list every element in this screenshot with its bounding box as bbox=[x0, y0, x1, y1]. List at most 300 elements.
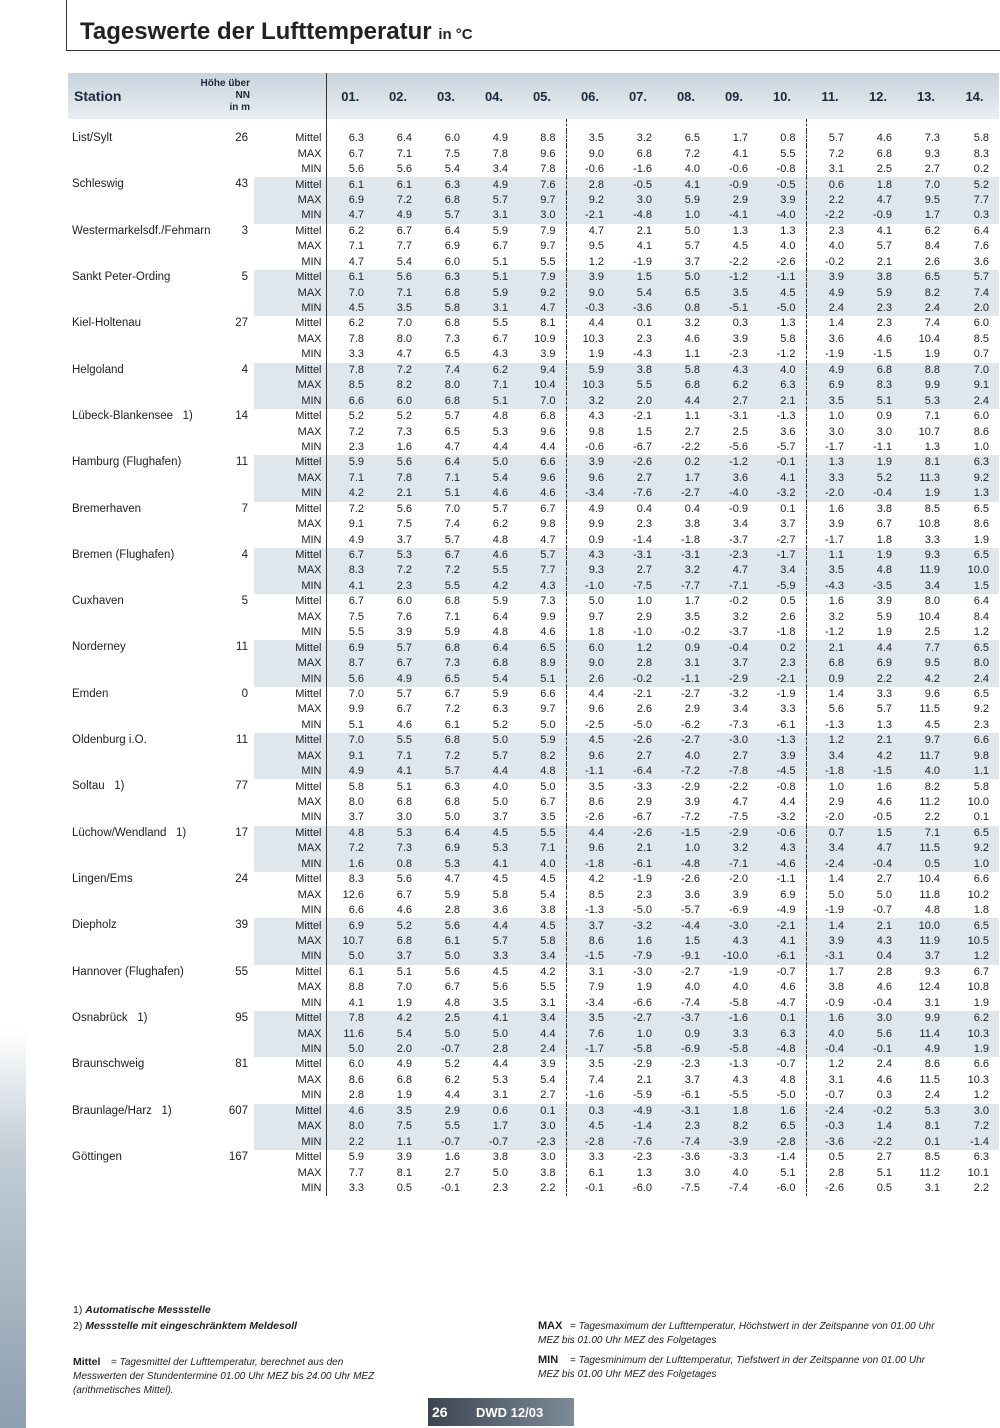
value-cell: 7.9 bbox=[518, 224, 566, 239]
value-cell: -3.2 bbox=[758, 810, 806, 825]
value-cell: -3.7 bbox=[729, 533, 748, 546]
value-cell: 10.5 bbox=[950, 934, 999, 949]
value-cell: 1.5 bbox=[614, 270, 662, 285]
value-cell: -1.1 bbox=[758, 270, 806, 285]
value-cell: -0.5 bbox=[758, 177, 806, 192]
value-cell: 6.7 bbox=[973, 965, 989, 978]
value-cell: 2.4 bbox=[950, 671, 999, 686]
value-cell: 5.3 bbox=[902, 1104, 950, 1119]
value-cell: 8.6 bbox=[348, 1073, 364, 1086]
value-cell: 6.1 bbox=[422, 934, 470, 949]
row-type-label: MIN bbox=[254, 949, 326, 964]
value-cell: 10.9 bbox=[518, 332, 566, 347]
value-cell: -1.3 bbox=[758, 409, 806, 424]
table-row bbox=[68, 872, 999, 887]
value-cell: 9.8 bbox=[950, 749, 999, 764]
value-cell: 1.3 bbox=[732, 224, 748, 237]
value-cell: 9.4 bbox=[518, 363, 566, 378]
value-cell: 7.0 bbox=[326, 733, 374, 748]
value-cell: 4.1 bbox=[758, 934, 806, 949]
value-cell: 2.4 bbox=[950, 393, 999, 408]
value-cell: 4.8 bbox=[518, 764, 566, 779]
value-cell: 2.3 bbox=[973, 718, 989, 731]
value-cell: 5.9 bbox=[876, 610, 892, 623]
value-cell: 7.1 bbox=[374, 749, 422, 764]
header-station: Station bbox=[68, 73, 186, 119]
value-cell: 3.6 bbox=[973, 255, 989, 268]
value-cell: 1.1 bbox=[374, 1134, 422, 1149]
value-cell: 4.6 bbox=[876, 1073, 892, 1086]
station-name bbox=[68, 316, 186, 362]
value-cell: -4.0 bbox=[758, 208, 806, 223]
value-cell: 3.2 bbox=[566, 393, 614, 408]
value-cell: 3.9 bbox=[828, 518, 844, 531]
value-cell: -6.7 bbox=[633, 811, 652, 824]
value-cell: 1.6 bbox=[396, 440, 412, 453]
value-cell: 0.6 bbox=[470, 1104, 518, 1119]
value-cell: -5.1 bbox=[710, 301, 758, 316]
table-row bbox=[68, 1011, 999, 1026]
value-cell: 5.6 bbox=[374, 270, 422, 285]
row-type-label: MAX bbox=[254, 1119, 326, 1134]
value-cell: -2.3 bbox=[518, 1134, 566, 1149]
value-cell: 4.7 bbox=[326, 208, 374, 223]
value-cell: 8.3 bbox=[854, 378, 902, 393]
station-name bbox=[68, 363, 186, 409]
value-cell: -0.2 bbox=[854, 1104, 902, 1119]
row-type-label: MAX bbox=[254, 841, 326, 856]
value-cell: -2.2 bbox=[806, 208, 854, 223]
value-cell: -5.9 bbox=[758, 579, 806, 594]
value-cell: 5.3 bbox=[374, 548, 422, 563]
value-cell: -5.5 bbox=[729, 1089, 748, 1102]
value-cell: -3.1 bbox=[806, 949, 854, 964]
value-cell: -2.2 bbox=[854, 1134, 902, 1149]
value-cell: 1.6 bbox=[758, 1104, 806, 1119]
value-cell: 3.5 bbox=[588, 132, 604, 145]
value-cell: 4.2 bbox=[588, 873, 604, 886]
value-cell: 6.1 bbox=[444, 718, 460, 731]
spacer-cell bbox=[518, 119, 566, 131]
header-day: 10. bbox=[758, 73, 806, 119]
value-cell: -5.6 bbox=[729, 440, 748, 453]
page-number: 26 bbox=[432, 1404, 448, 1420]
table-row bbox=[68, 131, 999, 146]
value-cell: 3.5 bbox=[684, 610, 700, 623]
value-cell: 11.5 bbox=[919, 1073, 940, 1086]
station-height: 17 bbox=[235, 826, 248, 839]
value-cell: 5.6 bbox=[396, 502, 412, 515]
value-cell: 11.3 bbox=[902, 471, 950, 486]
value-cell: -2.7 bbox=[681, 965, 700, 978]
value-cell: 10.0 bbox=[967, 796, 989, 809]
value-cell: 5.1 bbox=[348, 718, 364, 731]
value-cell: -6.2 bbox=[681, 718, 700, 731]
value-cell: 3.6 bbox=[758, 424, 806, 439]
value-cell: -5.0 bbox=[633, 718, 652, 731]
row-type-label: Mittel bbox=[254, 687, 326, 702]
value-cell: 8.5 bbox=[326, 378, 374, 393]
value-cell: -6.1 bbox=[681, 1089, 700, 1102]
value-cell: 5.5 bbox=[470, 563, 518, 578]
value-cell: 1.8 bbox=[710, 1104, 758, 1119]
def-mittel-eq: = bbox=[111, 1357, 117, 1368]
value-cell: 7.7 bbox=[902, 640, 950, 655]
value-cell: 3.2 bbox=[828, 610, 844, 623]
station-name-text: Hamburg (Flughafen) bbox=[72, 456, 182, 469]
value-cell: 5.5 bbox=[518, 255, 566, 270]
value-cell: -4.8 bbox=[758, 1042, 806, 1057]
footnotes bbox=[73, 1302, 297, 1334]
value-cell: -3.4 bbox=[566, 486, 614, 501]
value-cell: 6.1 bbox=[348, 965, 364, 978]
value-cell: -2.2 bbox=[729, 255, 748, 268]
row-type-label: MIN bbox=[254, 1134, 326, 1149]
value-cell: 7.3 bbox=[396, 425, 412, 438]
value-cell: 11.9 bbox=[902, 563, 950, 578]
value-cell: 5.4 bbox=[518, 1073, 566, 1088]
value-cell: -0.7 bbox=[422, 1042, 470, 1057]
value-cell: 3.5 bbox=[374, 301, 422, 316]
value-cell: -7.8 bbox=[710, 764, 758, 779]
row-type-label: MAX bbox=[254, 471, 326, 486]
row-type-label: MAX bbox=[254, 146, 326, 161]
value-cell: 3.6 bbox=[710, 471, 758, 486]
value-cell: 2.4 bbox=[806, 301, 854, 316]
value-cell: -1.8 bbox=[681, 533, 700, 546]
value-cell: 2.1 bbox=[614, 841, 662, 856]
value-cell: 5.9 bbox=[492, 595, 508, 608]
value-cell: 6.2 bbox=[470, 363, 518, 378]
value-cell: 9.6 bbox=[518, 146, 566, 161]
value-cell: 4.3 bbox=[518, 579, 566, 594]
header-day: 04. bbox=[470, 73, 518, 119]
value-cell: -2.3 bbox=[710, 548, 758, 563]
spacer-cell bbox=[326, 119, 374, 131]
value-cell: 6.2 bbox=[710, 378, 758, 393]
value-cell: -5.9 bbox=[633, 1089, 652, 1102]
value-cell: 1.9 bbox=[902, 486, 950, 501]
value-cell: 4.5 bbox=[732, 240, 748, 253]
value-cell: 2.9 bbox=[636, 610, 652, 623]
value-cell: 5.0 bbox=[470, 455, 518, 470]
value-cell: 6.0 bbox=[396, 595, 412, 608]
value-cell: 4.7 bbox=[710, 563, 758, 578]
value-cell: -2.7 bbox=[681, 687, 700, 700]
value-cell: 6.7 bbox=[396, 224, 412, 237]
value-cell: 11.6 bbox=[326, 1026, 374, 1041]
station-name-text: Hannover (Flughafen) bbox=[72, 965, 184, 978]
value-cell: -1.7 bbox=[566, 1042, 614, 1057]
station-name-text: Cuxhaven bbox=[72, 595, 124, 608]
value-cell: 3.8 bbox=[614, 363, 662, 378]
value-cell: 3.2 bbox=[662, 563, 710, 578]
value-cell: 5.3 bbox=[422, 857, 470, 872]
value-cell: 2.8 bbox=[444, 904, 460, 917]
value-cell: 8.0 bbox=[950, 656, 999, 671]
value-cell: 5.8 bbox=[662, 363, 710, 378]
value-cell: 0.3 bbox=[950, 208, 999, 223]
value-cell: -4.0 bbox=[710, 486, 758, 501]
value-cell: 3.9 bbox=[566, 455, 614, 470]
value-cell: -1.9 bbox=[633, 873, 652, 886]
value-cell: -2.4 bbox=[806, 857, 854, 872]
value-cell: 6.0 bbox=[973, 410, 989, 423]
value-cell: 7.2 bbox=[374, 563, 422, 578]
value-cell: 3.5 bbox=[588, 780, 604, 793]
value-cell: -4.9 bbox=[614, 1104, 662, 1119]
value-cell: 2.8 bbox=[348, 1089, 364, 1102]
value-cell: 4.9 bbox=[396, 1058, 412, 1071]
value-cell: 4.4 bbox=[566, 826, 614, 841]
value-cell: 5.7 bbox=[518, 548, 566, 563]
value-cell: 4.5 bbox=[470, 826, 518, 841]
value-cell: 1.2 bbox=[806, 733, 854, 748]
value-cell: -1.3 bbox=[585, 904, 604, 917]
value-cell: 2.2 bbox=[924, 811, 940, 824]
value-cell: -2.9 bbox=[681, 780, 700, 793]
value-cell: 0.1 bbox=[973, 811, 989, 824]
value-cell: -2.9 bbox=[633, 1058, 652, 1071]
row-type-label: Mittel bbox=[254, 131, 326, 146]
value-cell: -2.8 bbox=[566, 1134, 614, 1149]
value-cell: 5.4 bbox=[444, 163, 460, 176]
value-cell: 1.2 bbox=[973, 626, 989, 639]
value-cell: -5.7 bbox=[758, 440, 806, 455]
value-cell: 4.6 bbox=[758, 980, 806, 995]
row-type-label: MIN bbox=[254, 1181, 326, 1196]
value-cell: 4.7 bbox=[444, 440, 460, 453]
value-cell: 6.8 bbox=[422, 285, 470, 300]
value-cell: 6.4 bbox=[422, 455, 470, 470]
row-type-label: MAX bbox=[254, 332, 326, 347]
table-row bbox=[68, 826, 999, 841]
value-cell: 5.1 bbox=[470, 270, 518, 285]
table-header-row bbox=[68, 73, 999, 119]
row-type-label: MAX bbox=[254, 193, 326, 208]
value-cell: -2.4 bbox=[806, 1104, 854, 1119]
value-cell: 5.7 bbox=[492, 502, 508, 515]
value-cell: 4.2 bbox=[326, 486, 374, 501]
header-day: 13. bbox=[902, 73, 950, 119]
value-cell: 5.7 bbox=[444, 410, 460, 423]
def-min-text: Tagesminimum der Lufttemperatur, Tiefstwert in der Zeitspanne von 01.00 Uhr MEZ bis 01.00 Uhr MEZ des Folgetages bbox=[538, 1355, 926, 1380]
value-cell: 4.0 bbox=[758, 239, 806, 254]
value-cell: 9.0 bbox=[566, 285, 614, 300]
value-cell: 1.9 bbox=[876, 626, 892, 639]
value-cell: 5.7 bbox=[396, 687, 412, 700]
value-cell: -1.1 bbox=[566, 764, 614, 779]
value-cell: 2.8 bbox=[828, 1166, 844, 1179]
value-cell: 6.0 bbox=[374, 393, 422, 408]
value-cell: 4.7 bbox=[518, 532, 566, 547]
value-cell: 4.6 bbox=[876, 981, 892, 994]
station-height: 607 bbox=[228, 1104, 248, 1117]
station-height: 11 bbox=[236, 641, 248, 654]
value-cell: 4.4 bbox=[588, 687, 604, 700]
value-cell: 4.7 bbox=[854, 841, 902, 856]
value-cell: 2.8 bbox=[876, 965, 892, 978]
value-cell: -7.4 bbox=[729, 1181, 748, 1194]
value-cell: -2.1 bbox=[758, 671, 806, 686]
value-cell: 0.5 bbox=[396, 1181, 412, 1194]
value-cell: -7.4 bbox=[681, 996, 700, 1009]
value-cell: 3.3 bbox=[806, 471, 854, 486]
row-type-label: MIN bbox=[254, 718, 326, 733]
value-cell: 6.5 bbox=[973, 687, 989, 700]
value-cell: 1.8 bbox=[876, 533, 892, 546]
value-cell: -1.3 bbox=[729, 1058, 748, 1071]
value-cell: 5.2 bbox=[444, 1058, 460, 1071]
value-cell: 7.0 bbox=[348, 687, 364, 700]
value-cell: 1.2 bbox=[614, 640, 662, 655]
value-cell: 2.7 bbox=[876, 873, 892, 886]
value-cell: 6.8 bbox=[374, 934, 422, 949]
table-row bbox=[68, 918, 999, 933]
station-height: 14 bbox=[235, 409, 248, 422]
value-cell: 3.9 bbox=[806, 270, 854, 285]
value-cell: 6.9 bbox=[326, 918, 374, 933]
row-type-label: Mittel bbox=[254, 1057, 326, 1072]
table-row bbox=[68, 316, 999, 331]
value-cell: 11.9 bbox=[902, 934, 950, 949]
table-row bbox=[68, 177, 999, 192]
value-cell: 6.4 bbox=[470, 640, 518, 655]
spacer-cell bbox=[662, 119, 710, 131]
value-cell: 4.1 bbox=[470, 857, 518, 872]
value-cell: 3.6 bbox=[684, 888, 700, 901]
value-cell: 3.9 bbox=[396, 626, 412, 639]
value-cell: 1.3 bbox=[758, 224, 806, 239]
value-cell: 4.1 bbox=[348, 996, 364, 1009]
value-cell: -4.6 bbox=[758, 857, 806, 872]
value-cell: 5.7 bbox=[422, 208, 470, 223]
value-cell: 4.9 bbox=[492, 132, 508, 145]
header-day: 11. bbox=[806, 73, 854, 119]
value-cell: 10.8 bbox=[967, 981, 989, 994]
def-max bbox=[538, 1319, 948, 1348]
value-cell: 6.7 bbox=[444, 981, 460, 994]
station-height: 77 bbox=[235, 780, 248, 793]
value-cell: 4.9 bbox=[806, 285, 854, 300]
value-cell: 8.5 bbox=[924, 1151, 940, 1164]
value-cell: 3.0 bbox=[518, 1119, 566, 1134]
value-cell: 3.4 bbox=[732, 703, 748, 716]
value-cell: 1.6 bbox=[326, 857, 374, 872]
value-cell: 1.5 bbox=[854, 826, 902, 841]
value-cell: 5.1 bbox=[518, 671, 566, 686]
value-cell: -1.6 bbox=[585, 1089, 604, 1102]
value-cell: -4.8 bbox=[614, 208, 662, 223]
value-cell: 6.7 bbox=[348, 595, 364, 608]
row-type-label: MAX bbox=[254, 980, 326, 995]
value-cell: 10.7 bbox=[326, 934, 374, 949]
value-cell: 8.8 bbox=[348, 981, 364, 994]
value-cell: 11.2 bbox=[919, 796, 940, 809]
value-cell: 1.9 bbox=[396, 996, 412, 1009]
value-cell: 8.1 bbox=[396, 1166, 412, 1179]
row-type-label: MAX bbox=[254, 424, 326, 439]
value-cell: 4.8 bbox=[492, 533, 508, 546]
value-cell: 11.4 bbox=[902, 1026, 950, 1041]
value-cell: 1.7 bbox=[902, 208, 950, 223]
value-cell: 1.2 bbox=[950, 949, 999, 964]
row-type-label: Mittel bbox=[254, 779, 326, 794]
value-cell: 9.0 bbox=[588, 147, 604, 160]
value-cell: -1.8 bbox=[566, 857, 614, 872]
row-type-label: MAX bbox=[254, 285, 326, 300]
value-cell: 9.9 bbox=[588, 518, 604, 531]
value-cell: 7.4 bbox=[924, 317, 940, 330]
value-cell: -1.2 bbox=[825, 626, 844, 639]
value-cell: -2.3 bbox=[681, 1058, 700, 1071]
value-cell: 6.7 bbox=[518, 502, 566, 517]
value-cell: 9.6 bbox=[566, 841, 614, 856]
value-cell: 2.0 bbox=[614, 393, 662, 408]
value-cell: 6.7 bbox=[348, 147, 364, 160]
value-cell: 1.2 bbox=[588, 255, 604, 268]
value-cell: 3.0 bbox=[876, 425, 892, 438]
table-row bbox=[68, 733, 999, 748]
value-cell: 3.4 bbox=[518, 949, 566, 964]
value-cell: 5.1 bbox=[492, 255, 508, 268]
value-cell: 0.4 bbox=[636, 502, 652, 515]
value-cell: 8.9 bbox=[518, 656, 566, 671]
value-cell: 4.6 bbox=[470, 486, 518, 501]
value-cell: 1.0 bbox=[614, 1026, 662, 1041]
value-cell: 9.3 bbox=[924, 147, 940, 160]
value-cell: 1.0 bbox=[828, 780, 844, 793]
value-cell: 4.5 bbox=[326, 301, 374, 316]
value-cell: -2.8 bbox=[758, 1134, 806, 1149]
value-cell: -3.2 bbox=[758, 486, 806, 501]
value-cell: 2.3 bbox=[636, 332, 652, 345]
value-cell: 0.4 bbox=[854, 949, 902, 964]
value-cell: 2.6 bbox=[636, 703, 652, 716]
spacer-cell bbox=[902, 119, 950, 131]
value-cell: 3.2 bbox=[684, 317, 700, 330]
table-row bbox=[68, 779, 999, 794]
value-cell: -2.1 bbox=[633, 410, 652, 423]
value-cell: -0.6 bbox=[585, 440, 604, 453]
value-cell: 3.3 bbox=[710, 1026, 758, 1041]
header-type-col bbox=[254, 73, 326, 119]
value-cell: -3.2 bbox=[729, 687, 748, 700]
def-min-eq: = bbox=[570, 1355, 576, 1366]
value-cell: 1.3 bbox=[758, 316, 806, 331]
value-cell: 3.7 bbox=[758, 517, 806, 532]
value-cell: 1.0 bbox=[636, 595, 652, 608]
value-cell: 4.8 bbox=[758, 1073, 806, 1088]
value-cell: 2.4 bbox=[902, 301, 950, 316]
header-day: 12. bbox=[854, 73, 902, 119]
header-day: 08. bbox=[662, 73, 710, 119]
temperature-table bbox=[68, 73, 1000, 1196]
value-cell: 5.6 bbox=[348, 163, 364, 176]
value-cell: 9.6 bbox=[566, 471, 614, 486]
value-cell: 10.3 bbox=[566, 378, 614, 393]
value-cell: -3.1 bbox=[729, 410, 748, 423]
value-cell: 4.9 bbox=[374, 671, 422, 686]
value-cell: 2.3 bbox=[636, 888, 652, 901]
value-cell: 6.6 bbox=[326, 393, 374, 408]
value-cell: 0.3 bbox=[732, 317, 748, 330]
value-cell: -10.0 bbox=[710, 949, 758, 964]
value-cell: -7.5 bbox=[729, 811, 748, 824]
value-cell: -2.7 bbox=[662, 486, 710, 501]
value-cell: 7.4 bbox=[950, 285, 999, 300]
station-name-text: Westermarkelsdf./Fehmarn bbox=[72, 224, 211, 237]
